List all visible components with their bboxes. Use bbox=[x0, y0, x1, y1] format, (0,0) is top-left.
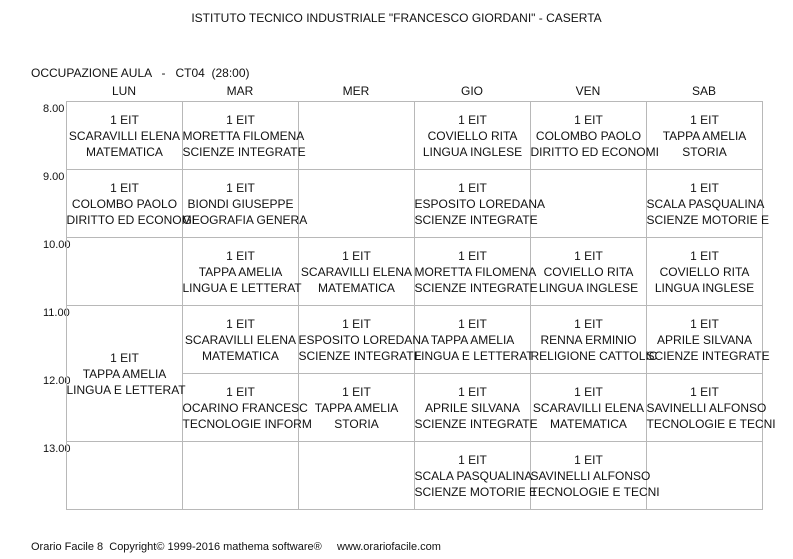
lesson-cell bbox=[646, 170, 769, 237]
lesson-subject: SCIENZE INTEGRATE bbox=[414, 212, 538, 227]
lesson-class: 1 EIT bbox=[458, 452, 487, 467]
lesson-cell bbox=[646, 306, 770, 373]
lesson-class: 1 EIT bbox=[110, 350, 139, 365]
lesson-class: 1 EIT bbox=[574, 384, 603, 399]
grid-line-horizontal bbox=[646, 509, 763, 510]
hour-label: 12.00 bbox=[43, 375, 71, 387]
grid-line-horizontal bbox=[298, 169, 415, 170]
lesson-subject: TECNOLOGIE INFORM bbox=[182, 416, 312, 431]
day-header-gio: GIO bbox=[460, 84, 483, 98]
lesson-cell bbox=[182, 102, 306, 169]
lesson-cell bbox=[414, 374, 538, 441]
lesson-cell bbox=[414, 170, 545, 237]
lesson-teacher: SCALA PASQUALINA bbox=[646, 196, 765, 211]
lesson-subject: SCIENZE INTEGRATE bbox=[182, 144, 306, 159]
grid-line-horizontal bbox=[66, 237, 183, 238]
lesson-teacher: ESPOSITO LOREDANA bbox=[414, 196, 545, 211]
lesson-cell bbox=[531, 374, 646, 441]
lesson-subject: STORIA bbox=[334, 416, 379, 431]
lesson-teacher: TAPPA AMELIA bbox=[198, 264, 283, 279]
day-header-mer: MER bbox=[342, 84, 370, 98]
lesson-teacher: MORETTA FILOMENA bbox=[414, 264, 537, 279]
hour-label: 10.00 bbox=[43, 239, 71, 251]
grid-line-horizontal bbox=[298, 441, 415, 442]
footer-copyright: Orario Facile 8 Copyright© 1999-2016 mathema software® www.orariofacile.com bbox=[31, 541, 441, 553]
hour-label: 8.00 bbox=[43, 103, 65, 115]
lesson-teacher: SCARAVILLI ELENA bbox=[184, 332, 297, 347]
lesson-class: 1 EIT bbox=[226, 316, 255, 331]
hour-label: 11.00 bbox=[43, 307, 70, 319]
lesson-teacher: COLOMBO PAOLO bbox=[71, 196, 178, 211]
lesson-class: 1 EIT bbox=[458, 180, 487, 195]
lesson-class: 1 EIT bbox=[690, 112, 719, 127]
lesson-subject: LINGUA INGLESE bbox=[422, 144, 523, 159]
lesson-subject: LINGUA E LETTERAT bbox=[414, 348, 534, 363]
lesson-subject: MATEMATICA bbox=[318, 280, 395, 295]
lesson-subject: SCIENZE MOTORIE E bbox=[646, 212, 769, 227]
grid-line-horizontal bbox=[530, 169, 647, 170]
lesson-class: 1 EIT bbox=[574, 248, 603, 263]
lesson-teacher: SCARAVILLI ELENA bbox=[532, 400, 645, 415]
lesson-teacher: MORETTA FILOMENA bbox=[182, 128, 305, 143]
lesson-teacher: TAPPA AMELIA bbox=[314, 400, 399, 415]
lesson-subject: SCIENZE INTEGRATE bbox=[414, 416, 538, 431]
lesson-teacher: SAVINELLI ALFONSO bbox=[646, 400, 767, 415]
lesson-subject: LINGUA INGLESE bbox=[654, 280, 755, 295]
lesson-subject: SCIENZE INTEGRATE bbox=[646, 348, 770, 363]
lesson-teacher: TAPPA AMELIA bbox=[662, 128, 747, 143]
grid-line-horizontal bbox=[66, 509, 183, 510]
page-title: ISTITUTO TECNICO INDUSTRIALE "FRANCESCO GIORDANI" - CASERTA bbox=[191, 11, 602, 25]
lesson-cell bbox=[646, 374, 776, 441]
lesson-subject: LINGUA E LETTERAT bbox=[66, 382, 186, 397]
grid-line-horizontal bbox=[66, 441, 183, 442]
lesson-subject: SCIENZE INTEGRATE bbox=[298, 348, 422, 363]
lesson-class: 1 EIT bbox=[342, 316, 371, 331]
lesson-cell bbox=[67, 102, 182, 169]
lesson-teacher: COVIELLO RITA bbox=[659, 264, 750, 279]
lesson-teacher: TAPPA AMELIA bbox=[82, 366, 167, 381]
grid-line-horizontal bbox=[530, 509, 647, 510]
lesson-cell bbox=[647, 238, 762, 305]
lesson-teacher: ESPOSITO LOREDANA bbox=[298, 332, 429, 347]
lesson-teacher: BIONDI GIUSEPPE bbox=[187, 196, 294, 211]
lesson-subject: DIRITTO ED ECONOMI bbox=[530, 144, 659, 159]
lesson-class: 1 EIT bbox=[690, 316, 719, 331]
grid-line-horizontal bbox=[646, 441, 763, 442]
lesson-teacher: COVIELLO RITA bbox=[543, 264, 634, 279]
lesson-cell bbox=[299, 238, 414, 305]
lesson-cell bbox=[531, 238, 646, 305]
lesson-subject: SCIENZE MOTORIE E bbox=[414, 484, 537, 499]
lesson-teacher: SCARAVILLI ELENA bbox=[300, 264, 413, 279]
day-header-mar: MAR bbox=[226, 84, 254, 98]
timetable-grid bbox=[66, 101, 776, 509]
grid-line-horizontal bbox=[182, 441, 299, 442]
lesson-subject: GEOGRAFIA GENERA bbox=[182, 212, 308, 227]
lesson-teacher: SAVINELLI ALFONSO bbox=[530, 468, 651, 483]
lesson-class: 1 EIT bbox=[110, 112, 139, 127]
lesson-subject: LINGUA INGLESE bbox=[538, 280, 639, 295]
lesson-teacher: COLOMBO PAOLO bbox=[535, 128, 642, 143]
day-header-ven: VEN bbox=[575, 84, 601, 98]
lesson-teacher: APRILE SILVANA bbox=[657, 332, 752, 347]
lesson-cell bbox=[299, 374, 414, 441]
lesson-subject: STORIA bbox=[682, 144, 727, 159]
day-header-lun: LUN bbox=[111, 84, 136, 98]
lesson-cell bbox=[298, 306, 429, 373]
lesson-class: 1 EIT bbox=[690, 248, 719, 263]
lesson-cell bbox=[182, 374, 312, 441]
lesson-class: 1 EIT bbox=[690, 384, 719, 399]
lesson-class: 1 EIT bbox=[226, 112, 255, 127]
lesson-class: 1 EIT bbox=[574, 112, 603, 127]
lesson-cell bbox=[414, 442, 537, 509]
lesson-subject: TECNOLOGIE E TECNI bbox=[646, 416, 776, 431]
room-subtitle: OCCUPAZIONE AULA - CT04 (28:00) bbox=[31, 66, 250, 80]
day-header-sab: SAB bbox=[691, 84, 716, 98]
lesson-teacher: TAPPA AMELIA bbox=[430, 332, 515, 347]
lesson-class: 1 EIT bbox=[458, 112, 487, 127]
lesson-class: 1 EIT bbox=[226, 248, 255, 263]
lesson-subject: MATEMATICA bbox=[550, 416, 627, 431]
lesson-class: 1 EIT bbox=[226, 384, 255, 399]
grid-line-horizontal bbox=[298, 101, 415, 102]
lesson-class: 1 EIT bbox=[458, 248, 487, 263]
hour-label: 13.00 bbox=[43, 443, 71, 455]
grid-line-horizontal bbox=[414, 509, 531, 510]
lesson-class: 1 EIT bbox=[458, 316, 487, 331]
lesson-cell bbox=[647, 102, 762, 169]
lesson-cell bbox=[66, 170, 195, 237]
hour-label: 9.00 bbox=[43, 171, 65, 183]
lesson-cell bbox=[183, 306, 298, 373]
lesson-cell bbox=[530, 306, 658, 373]
lesson-class: 1 EIT bbox=[342, 384, 371, 399]
grid-line-horizontal bbox=[298, 509, 415, 510]
lesson-teacher: RENNA ERMINIO bbox=[540, 332, 637, 347]
lesson-cell bbox=[414, 306, 534, 373]
lesson-cell bbox=[415, 102, 530, 169]
lesson-subject: MATEMATICA bbox=[202, 348, 279, 363]
lesson-class: 1 EIT bbox=[690, 180, 719, 195]
lesson-subject: MATEMATICA bbox=[86, 144, 163, 159]
lesson-cell bbox=[182, 238, 302, 305]
lesson-cell bbox=[182, 170, 308, 237]
grid-line-horizontal bbox=[182, 509, 299, 510]
lesson-cell bbox=[530, 102, 659, 169]
lesson-class: 1 EIT bbox=[574, 316, 603, 331]
lesson-class: 1 EIT bbox=[110, 180, 139, 195]
lesson-subject: RELIGIONE CATTOLIC bbox=[530, 348, 658, 363]
lesson-cell bbox=[530, 442, 660, 509]
lesson-teacher: SCARAVILLI ELENA bbox=[68, 128, 181, 143]
lesson-teacher: APRILE SILVANA bbox=[425, 400, 520, 415]
lesson-cell bbox=[414, 238, 538, 305]
lesson-class: 1 EIT bbox=[458, 384, 487, 399]
lesson-teacher: COVIELLO RITA bbox=[427, 128, 518, 143]
lesson-class: 1 EIT bbox=[226, 180, 255, 195]
lesson-subject: DIRITTO ED ECONOMI bbox=[66, 212, 195, 227]
lesson-subject: LINGUA E LETTERAT bbox=[182, 280, 302, 295]
lesson-teacher: SCALA PASQUALINA bbox=[414, 468, 533, 483]
lesson-cell bbox=[66, 306, 186, 441]
lesson-subject: TECNOLOGIE E TECNI bbox=[530, 484, 660, 499]
lesson-class: 1 EIT bbox=[342, 248, 371, 263]
lesson-teacher: OCARINO FRANCESC bbox=[182, 400, 308, 415]
lesson-subject: SCIENZE INTEGRATE bbox=[414, 280, 538, 295]
lesson-class: 1 EIT bbox=[574, 452, 603, 467]
